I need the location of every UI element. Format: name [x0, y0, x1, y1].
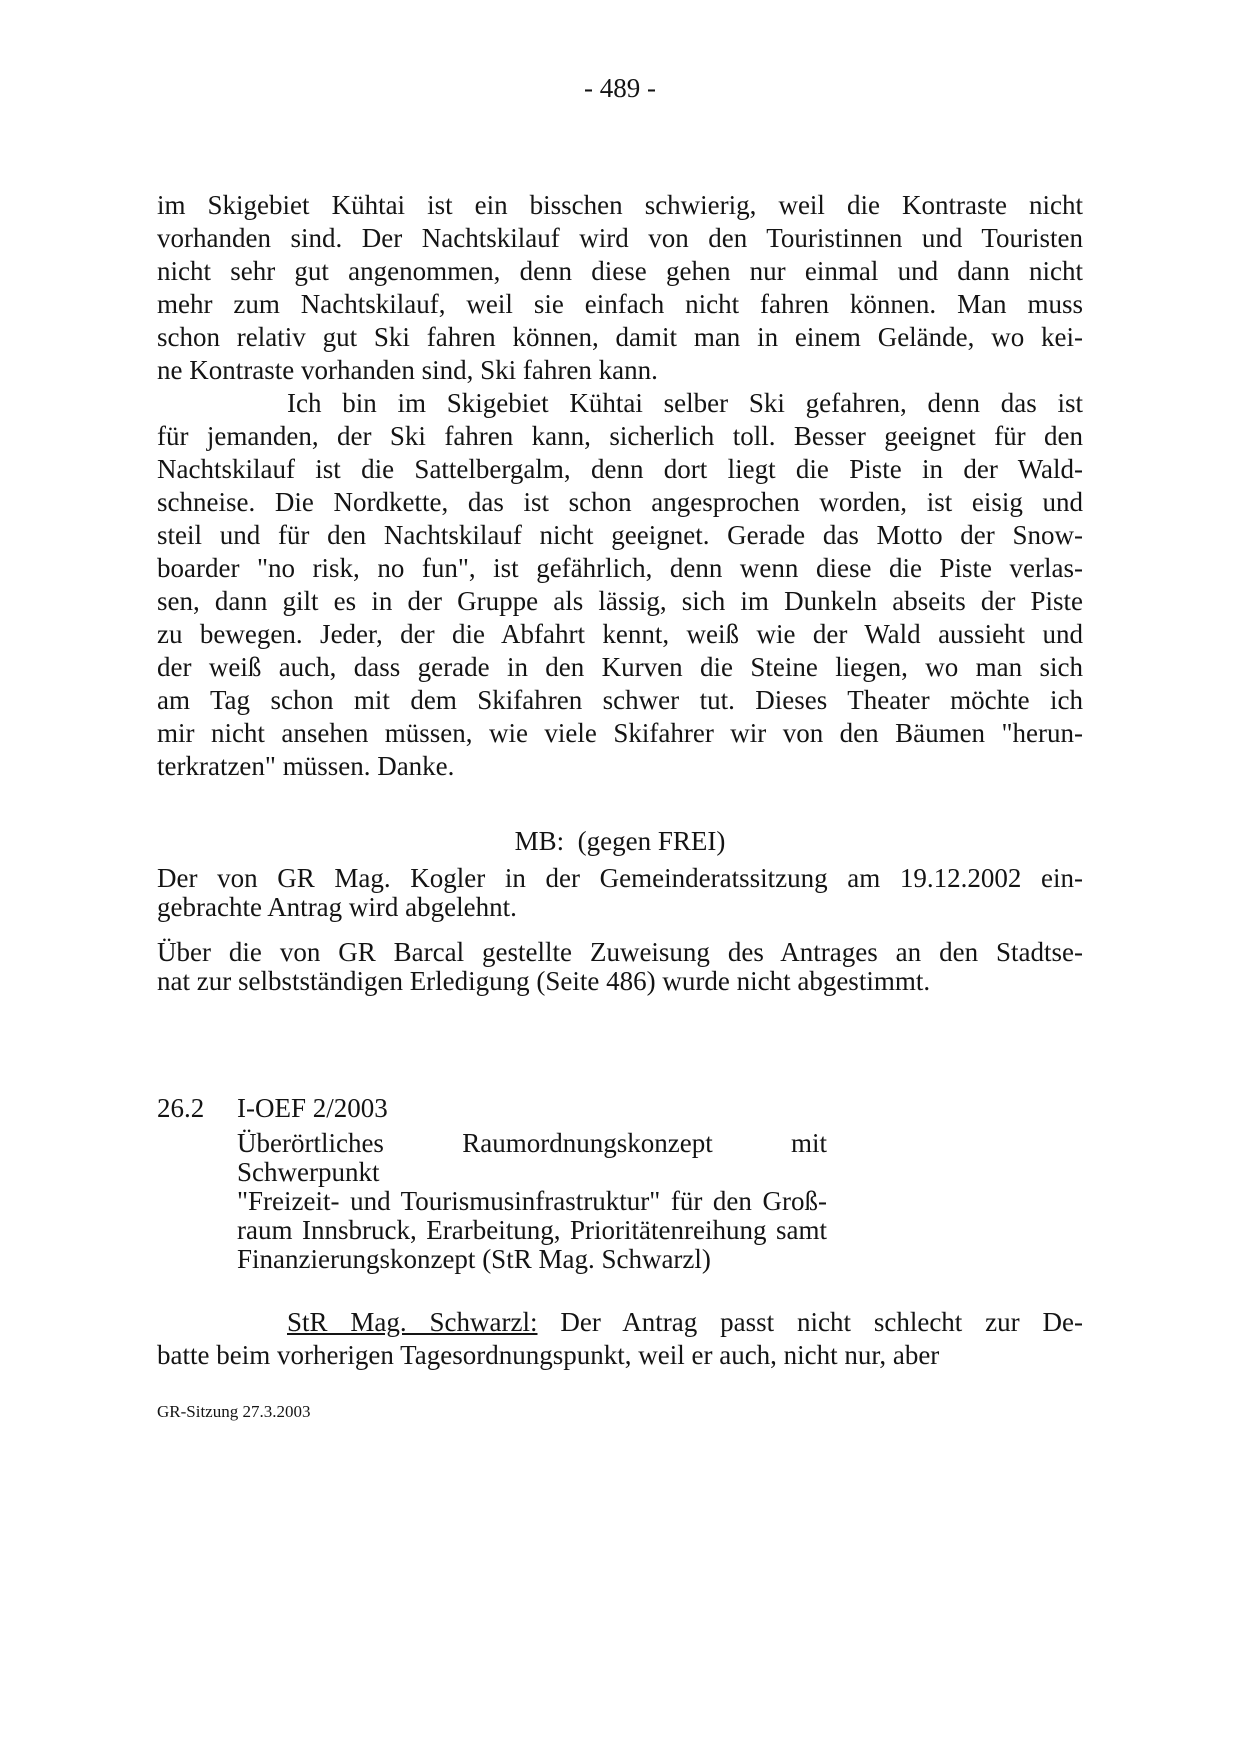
- paragraph-antrag-abgelehnt: [157, 864, 1083, 922]
- speaker-name-underlined: StR Mag. Schwarzl:: [287, 1307, 538, 1337]
- text-line: Der von GR Mag. Kogler in der Gemeinderatssitzung am 19.12.2002 ein-: [157, 863, 1083, 893]
- text-line: boarder "no risk, no fun", ist gefährlich, denn wenn diese die Piste verlas-: [157, 553, 1083, 583]
- page-content: [157, 72, 1083, 1372]
- text-line: "Freizeit- und Tourismusinfrastruktur" für den Groß-: [237, 1186, 827, 1216]
- text-line: steil und für den Nachtskilauf nicht geeignet. Gerade das Motto der Snow-: [157, 520, 1083, 550]
- text-line: batte beim vorherigen Tagesordnungspunkt, weil er auch, nicht nur, aber: [157, 1340, 940, 1370]
- text-line: Nachtskilauf ist die Sattelbergalm, denn dort liegt die Piste in der Wald-: [157, 454, 1083, 484]
- text-line: terkratzen" müssen. Danke.: [157, 751, 455, 781]
- text-line: schneise. Die Nordkette, das ist schon angesprochen worden, ist eisig und: [157, 487, 1083, 517]
- vote-result-line: MB: (gegen FREI): [514, 826, 726, 856]
- paragraph-schwarzl-statement: [157, 1306, 1083, 1372]
- text-line: für jemanden, der Ski fahren kann, sicherlich toll. Besser geeignet für den: [157, 421, 1083, 451]
- paragraph-skigebiet-kuehtai: [157, 189, 1083, 387]
- text-line: der weiß auch, dass gerade in den Kurven die Steine liegen, wo man sich: [157, 652, 1083, 682]
- text-line: Finanzierungskonzept (StR Mag. Schwarzl): [237, 1244, 711, 1274]
- text-line: Überörtliches Raumordnungskonzept mit Schwerpunkt: [237, 1128, 827, 1187]
- paragraph-nachtskilauf-debatte: [157, 387, 1083, 783]
- text-line: sen, dann gilt es in der Gruppe als lässig, sich im Dunkeln abseits der Piste: [157, 586, 1083, 616]
- text-line: am Tag schon mit dem Skifahren schwer tut. Dieses Theater möchte ich: [157, 685, 1083, 715]
- text-line: im Skigebiet Kühtai ist ein bisschen schwierig, weil die Kontraste nicht: [157, 190, 1083, 220]
- agenda-section: [157, 1092, 1083, 1274]
- text-line: raum Innsbruck, Erarbeitung, Prioritätenreihung samt: [237, 1215, 827, 1245]
- text-line: nat zur selbstständigen Erledigung (Seite 486) wurde nicht abgestimmt.: [157, 966, 931, 996]
- text-line: mir nicht ansehen müssen, wie viele Skifahrer wir von den Bäumen "herun-: [157, 718, 1083, 748]
- text-line: nicht sehr gut angenommen, denn diese gehen nur einmal und dann nicht: [157, 256, 1083, 286]
- paragraph-zuweisung-stadtsenat: [157, 938, 1083, 996]
- footer-session-label: GR-Sitzung 27.3.2003: [157, 1402, 311, 1421]
- text-segment: Der Antrag passt nicht schlecht zur De-: [537, 1307, 1084, 1337]
- section-code: I-OEF 2/2003: [237, 1093, 388, 1123]
- text-line: gebrachte Antrag wird abgelehnt.: [157, 892, 517, 922]
- text-line: Ich bin im Skigebiet Kühtai selber Ski gefahren, denn das ist: [287, 388, 1083, 418]
- text-line: Über die von GR Barcal gestellte Zuweisung des Antrages an den Stadtse-: [157, 937, 1083, 967]
- text-line: [157, 1306, 1083, 1339]
- text-line: zu bewegen. Jeder, der die Abfahrt kennt, weiß wie der Wald aussieht und: [157, 619, 1083, 649]
- section-number: 26.2: [157, 1093, 205, 1123]
- section-heading: [157, 1092, 1083, 1125]
- text-line: mehr zum Nachtskilauf, weil sie einfach nicht fahren können. Man muss: [157, 289, 1083, 319]
- page-number: - 489 -: [584, 73, 656, 103]
- section-title: [237, 1129, 827, 1274]
- text-line: ne Kontraste vorhanden sind, Ski fahren kann.: [157, 355, 658, 385]
- text-line: vorhanden sind. Der Nachtskilauf wird von den Touristinnen und Touristen: [157, 223, 1083, 253]
- text-line: schon relativ gut Ski fahren können, damit man in einem Gelände, wo kei-: [157, 322, 1083, 352]
